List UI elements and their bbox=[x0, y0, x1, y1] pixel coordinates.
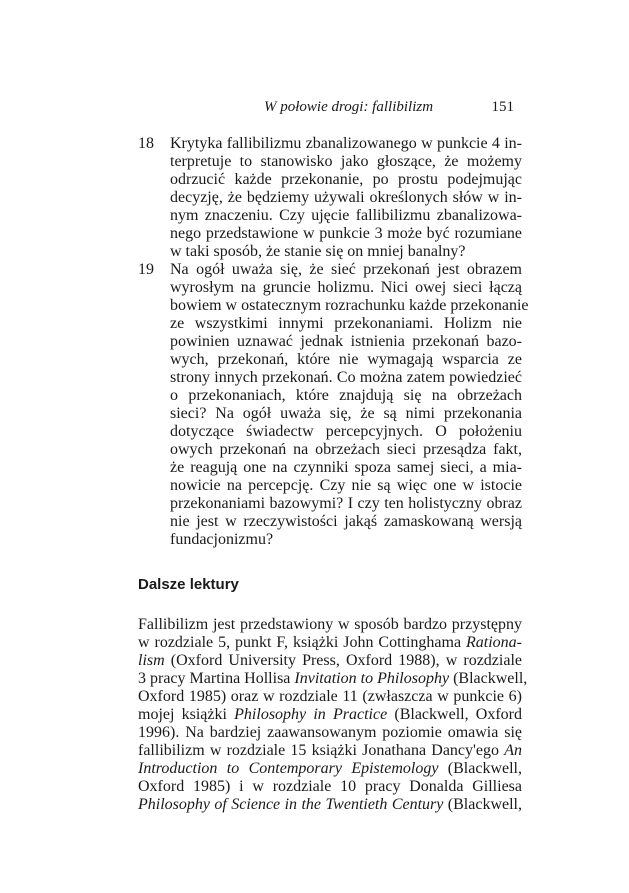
book-title: An bbox=[504, 742, 522, 759]
reading-line bbox=[138, 778, 522, 796]
reading-line bbox=[138, 616, 522, 634]
question-line: wych, przekonań, które nie wymagają wsparcia ze bbox=[170, 351, 522, 368]
question-line: o przekonaniach, które znajdują się na obrzeżach bbox=[170, 387, 522, 404]
reading-text: mojej książki bbox=[138, 706, 235, 723]
reading-text: Oxford 1985) oraz w rozdziale 11 (zwłaszcza w punkcie 6) bbox=[138, 688, 522, 705]
reading-text: (Blackwell, bbox=[449, 670, 528, 687]
question-19 bbox=[138, 261, 529, 549]
reading-line bbox=[138, 634, 522, 652]
question-line: przekonaniami bazowymi? I czy ten holistyczny obraz bbox=[170, 495, 522, 512]
further-reading-paragraph bbox=[138, 616, 528, 814]
question-line: terpretuje to stanowisko jako głoszące, że możemy bbox=[170, 153, 522, 170]
reading-text: Fallibilizm jest przedstawiony w sposób bardzo przystępny bbox=[138, 616, 522, 633]
question-line: wyrosłym na gruncie holizmu. Nici owej sieci łączą bbox=[170, 279, 522, 296]
reading-text: 3 pracy Martina Hollisa bbox=[138, 670, 295, 687]
book-title: Introduction to Contemporary Epistemology bbox=[138, 760, 439, 777]
running-title: W połowie drogi: fallibilizm bbox=[264, 99, 434, 115]
reading-line bbox=[138, 796, 522, 814]
reading-line bbox=[138, 760, 522, 778]
question-line: ze wszystkimi innymi przekonaniami. Holizm nie bbox=[170, 315, 522, 332]
reading-text: fallibilizm w rozdziale 15 książki Jonathana Dancy'ego bbox=[138, 742, 505, 759]
running-header bbox=[138, 99, 522, 119]
question-line: Na ogół uważa się, że sieć przekonań jest obrazem bbox=[170, 261, 522, 278]
reading-text: 1996). Na bardziej zaawansowanym poziomie omawia się bbox=[138, 724, 522, 741]
book-title: Rationa- bbox=[466, 634, 522, 651]
question-line: Krytyka fallibilizmu zbanalizowanego w punkcie 4 in- bbox=[170, 135, 522, 152]
book-title: Philosophy in Practice bbox=[234, 706, 388, 723]
reading-text: (Oxford University Press, Oxford 1988), w rozdziale bbox=[164, 652, 522, 669]
question-line: dotyczące świadectw percepcyjnych. O położeniu bbox=[170, 423, 522, 440]
book-title: Philosophy of Science in the Twentieth Century bbox=[138, 796, 444, 813]
reading-line bbox=[138, 670, 528, 688]
reading-text: w rozdziale 5, punkt F, książki John Cottinghama bbox=[138, 634, 466, 651]
reading-text: (Blackwell, bbox=[438, 760, 522, 777]
question-number: 19 bbox=[138, 261, 154, 278]
question-line: nowicie na percepcję. Czy nie są więc one w istocie bbox=[170, 477, 522, 494]
discussion-questions bbox=[138, 135, 529, 549]
question-line: w taki sposób, że stanie się on mniej banalny? bbox=[170, 243, 466, 260]
question-line: sieci? Na ogół uważa się, że są nimi przekonania bbox=[170, 405, 522, 422]
book-title: Invitation to Philosophy bbox=[294, 670, 450, 687]
reading-line bbox=[138, 742, 522, 760]
reading-line bbox=[138, 706, 522, 724]
question-18 bbox=[138, 135, 522, 261]
question-line: fundacjonizmu? bbox=[170, 531, 274, 548]
reading-text: (Blackwell, bbox=[443, 796, 523, 813]
page-number: 151 bbox=[491, 99, 514, 115]
question-line: owych przekonań na obrzeżach sieci przesądza fakt, bbox=[170, 441, 522, 458]
reading-text: (Blackwell, Oxford bbox=[387, 706, 522, 723]
reading-line bbox=[138, 652, 522, 670]
question-line: odrzucić każde przekonanie, po prostu podejmując bbox=[170, 171, 522, 188]
reading-line bbox=[138, 724, 522, 742]
book-title: lism bbox=[138, 652, 165, 669]
question-line: że reagują one na czynniki spoza samej sieci, a mia- bbox=[170, 459, 522, 476]
question-line: powinien uznawać jednak istnienia przekonań bazo- bbox=[170, 333, 522, 350]
reading-line bbox=[138, 688, 522, 706]
further-reading-heading: Dalsze lektury bbox=[138, 576, 239, 593]
question-line: nym znaczeniu. Czy ujęcie fallibilizmu zbanalizowa- bbox=[170, 207, 522, 224]
question-number: 18 bbox=[138, 135, 154, 152]
question-line: bowiem w ostatecznym rozrachunku każde przekonanie bbox=[170, 297, 529, 314]
question-line: nie jest w rzeczywistości jakąś zamaskowaną wersją bbox=[170, 513, 522, 530]
question-line: decyzję, że będziemy używali określonych słów w in- bbox=[170, 189, 522, 206]
question-line: strony innych przekonań. Co można zatem powiedzieć bbox=[170, 369, 522, 386]
question-line: nego przedstawione w punkcie 3 może być rozumiane bbox=[170, 225, 522, 242]
reading-text: Oxford 1985) i w rozdziale 10 pracy Donalda Gilliesa bbox=[138, 778, 522, 795]
